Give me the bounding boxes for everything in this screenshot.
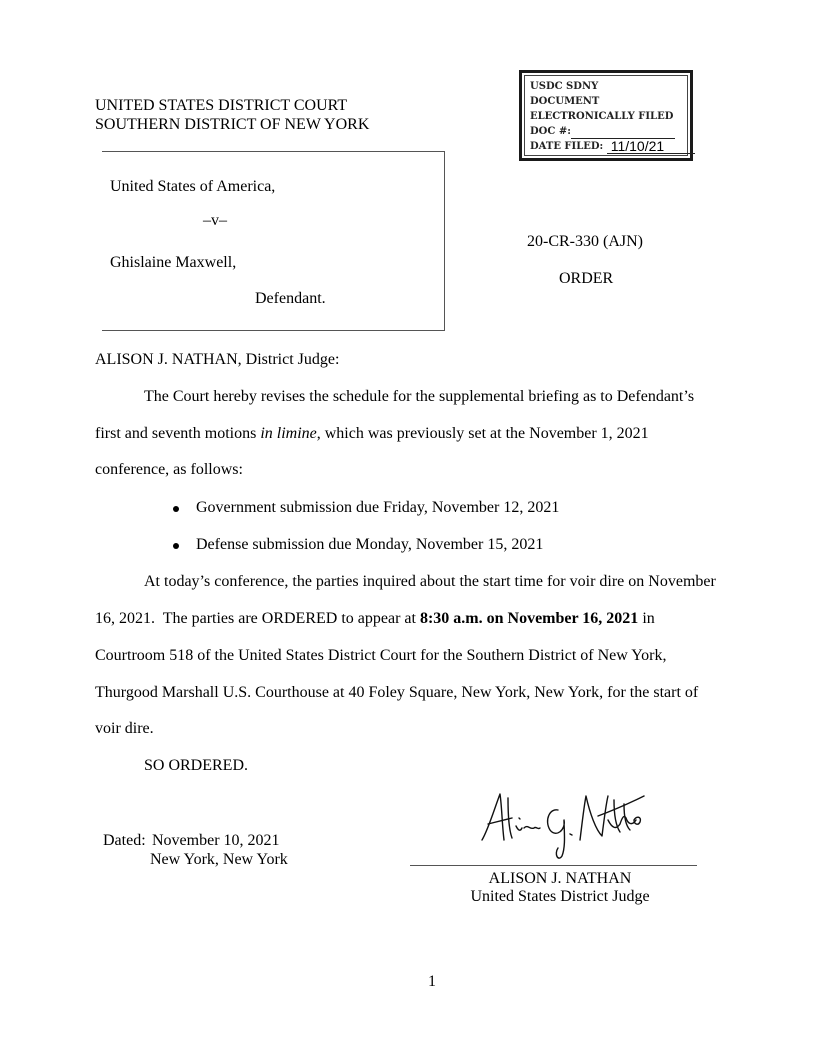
court-header — [95, 96, 369, 134]
paragraph1-line2-a: first and seventh motions — [95, 425, 261, 442]
paragraph2-line5: voir dire. — [95, 720, 154, 737]
stamp-doc-number — [530, 124, 690, 139]
signatory-title: United States District Judge — [470, 888, 650, 905]
caption-defendant-name: Ghislaine Maxwell, — [110, 254, 237, 271]
paragraph2-line2-bold: 8:30 a.m. on November 16, 2021 — [419, 610, 639, 627]
paragraph2-line2 — [95, 610, 655, 628]
paragraph1-line3: conference, as follows: — [95, 461, 243, 478]
page-number: 1 — [428, 973, 436, 990]
paragraph2-line2-b: in — [638, 610, 655, 627]
paragraph2-line2-a: 16, 2021. The parties are ORDERED to appear at — [95, 610, 420, 627]
stamp-court: USDC SDNY — [530, 81, 599, 92]
so-ordered: SO ORDERED. — [144, 757, 249, 774]
paragraph1-line1: The Court hereby revises the schedule for the supplemental briefing as to Defendant’s — [144, 388, 695, 405]
stamp-date-value: 11/10/21 — [607, 139, 695, 154]
paragraph2-line4: Thurgood Marshall U.S. Courthouse at 40 Foley Square, New York, New York, for the start of — [95, 684, 699, 701]
document-title: ORDER — [559, 270, 614, 287]
bullet-item: Government submission due Friday, November 12, 2021 — [196, 499, 560, 516]
stamp-electronically-filed: ELECTRONICALLY FILED — [530, 111, 674, 122]
dated-label: Dated: — [103, 832, 146, 849]
case-number: 20-CR-330 (AJN) — [527, 233, 643, 250]
bullet-item: Defense submission due Monday, November 15, 2021 — [196, 536, 544, 553]
judge-line: ALISON J. NATHAN, District Judge: — [95, 351, 340, 368]
stamp-doc-label: DOC #: — [530, 126, 571, 137]
paragraph1-line2 — [95, 425, 649, 443]
dated-place: New York, New York — [150, 851, 288, 868]
caption-plaintiff: United States of America, — [110, 178, 276, 195]
court-name: UNITED STATES DISTRICT COURT — [95, 97, 348, 114]
caption-versus: –v– — [203, 212, 227, 229]
stamp-document: DOCUMENT — [530, 96, 600, 107]
paragraph1-line2-b: , which was previously set at the November 1, 2021 — [316, 425, 649, 442]
judge-signature — [478, 790, 648, 860]
dated-date: November 10, 2021 — [152, 832, 280, 849]
stamp-date-label: DATE FILED: — [530, 141, 604, 152]
bullet-dot — [173, 506, 179, 512]
stamp-date-filed — [530, 139, 690, 154]
signatory-name: ALISON J. NATHAN — [488, 870, 632, 887]
caption-defendant-label: Defendant. — [255, 290, 326, 307]
court-district: SOUTHERN DISTRICT OF NEW YORK — [95, 116, 370, 133]
bullet-dot — [173, 543, 179, 549]
paragraph2-line3: Courtroom 518 of the United States District Court for the Southern District of New York, — [95, 647, 667, 664]
signature-line — [410, 865, 697, 866]
paragraph1-line2-italic: in limine — [260, 425, 317, 442]
paragraph2-line1: At today’s conference, the parties inquired about the start time for voir dire on November — [144, 573, 716, 590]
filing-stamp — [519, 70, 693, 161]
